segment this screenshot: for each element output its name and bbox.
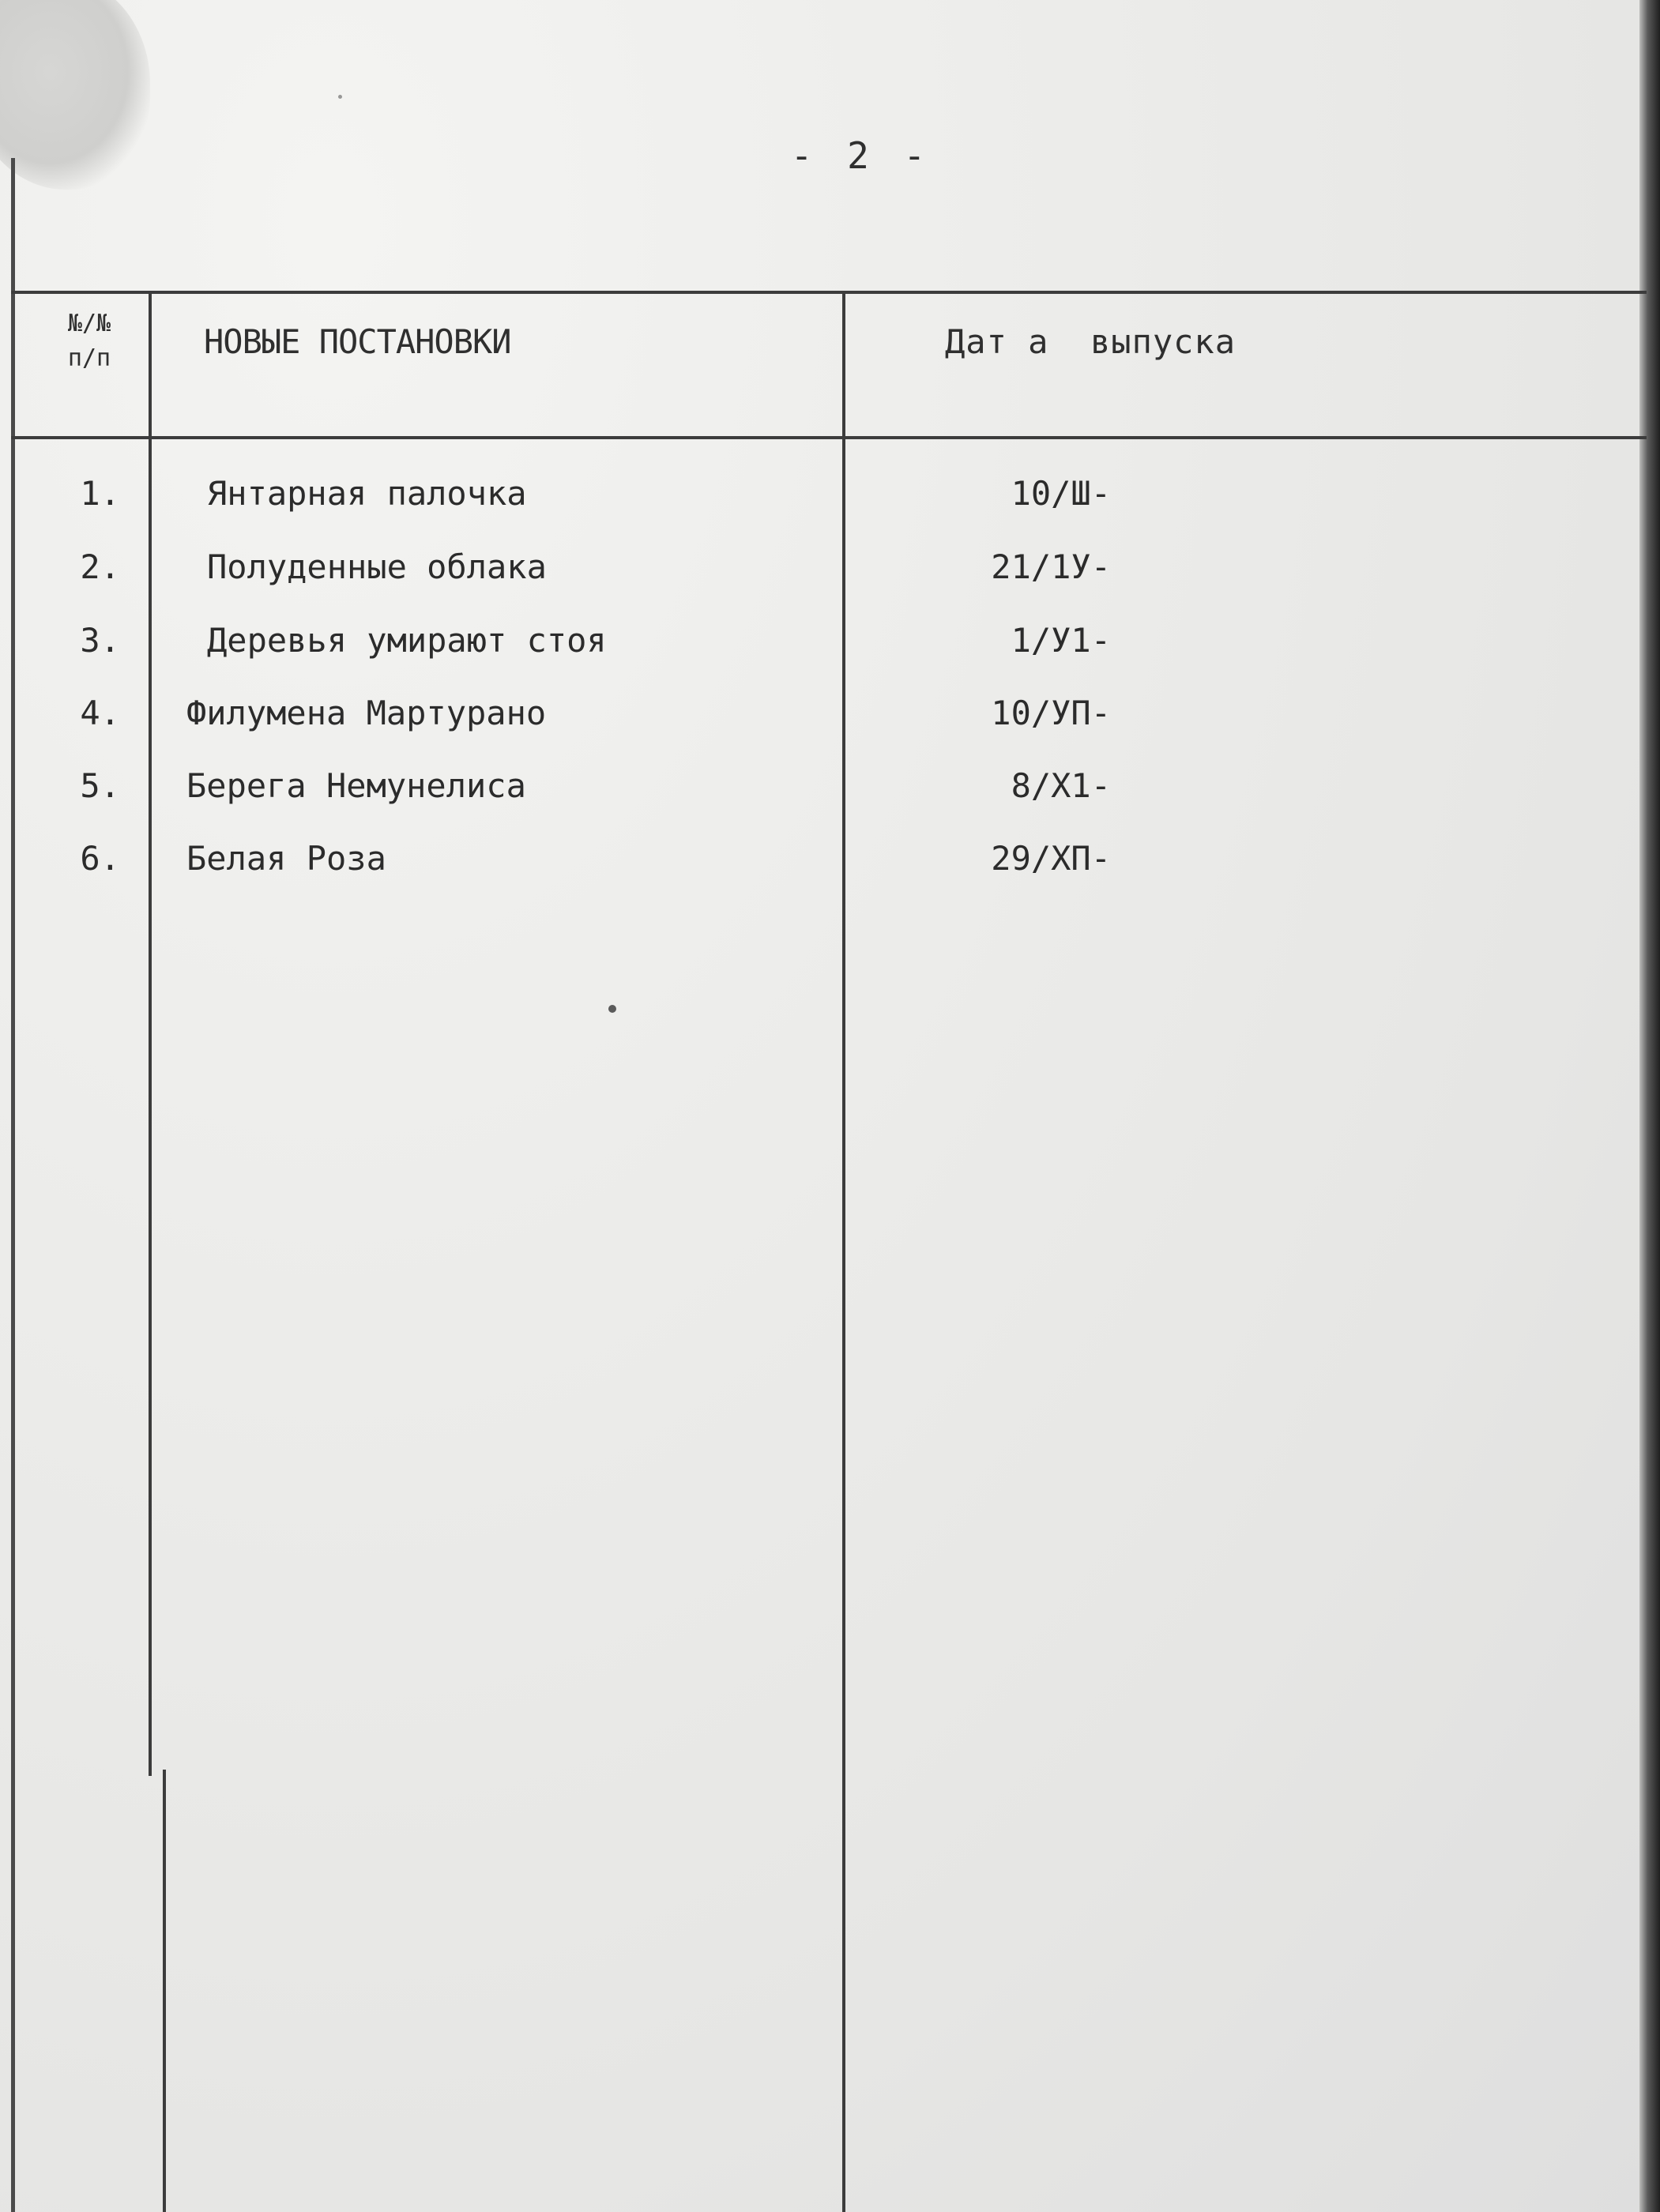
table-top-rule — [11, 291, 1647, 294]
row-title: Филумена Мартурано — [186, 694, 547, 732]
row-date: 8/Х1- — [1011, 766, 1111, 805]
header-date — [945, 322, 1236, 361]
table-row — [0, 766, 1660, 839]
row-title: Полуденные облака — [207, 547, 547, 586]
row-number: 5. — [80, 766, 120, 805]
row-title: Белая Роза — [186, 839, 386, 878]
table-row — [0, 621, 1660, 694]
table-row — [0, 694, 1660, 766]
row-title: Деревья умирают стоя — [207, 621, 607, 660]
header-date-text: Дат а выпуска — [945, 322, 1237, 361]
paper-stain — [0, 0, 150, 190]
header-number-line1: №/№ — [67, 310, 111, 337]
column-divider-number-lower — [163, 1770, 166, 2212]
row-number: 2. — [80, 547, 120, 586]
paper-speck — [608, 1005, 616, 1013]
scan-edge — [1639, 0, 1660, 2212]
row-title: Янтарная палочка — [207, 474, 527, 513]
left-border-line — [11, 158, 15, 2212]
paper-speck — [338, 95, 342, 99]
page-number: - 2 - — [790, 134, 932, 177]
table-header-rule — [11, 436, 1647, 439]
row-number: 1. — [80, 474, 120, 513]
row-date: 10/УП- — [991, 694, 1111, 732]
row-title: Берега Немунелиса — [186, 766, 526, 805]
table-row — [0, 839, 1660, 912]
row-date: 29/ХП- — [991, 839, 1111, 878]
row-date: 10/Ш- — [1011, 474, 1111, 513]
table-row — [0, 547, 1660, 620]
header-title: НОВЫЕ ПОСТАНОВКИ — [204, 322, 511, 361]
table-row — [0, 474, 1660, 547]
header-number-line2: п/п — [67, 344, 111, 372]
row-date: 1/У1- — [1011, 621, 1111, 660]
row-number: 6. — [80, 839, 120, 878]
row-number: 3. — [80, 621, 120, 660]
row-number: 4. — [80, 694, 120, 732]
row-date: 21/1У- — [991, 547, 1111, 586]
header-number — [22, 307, 156, 376]
